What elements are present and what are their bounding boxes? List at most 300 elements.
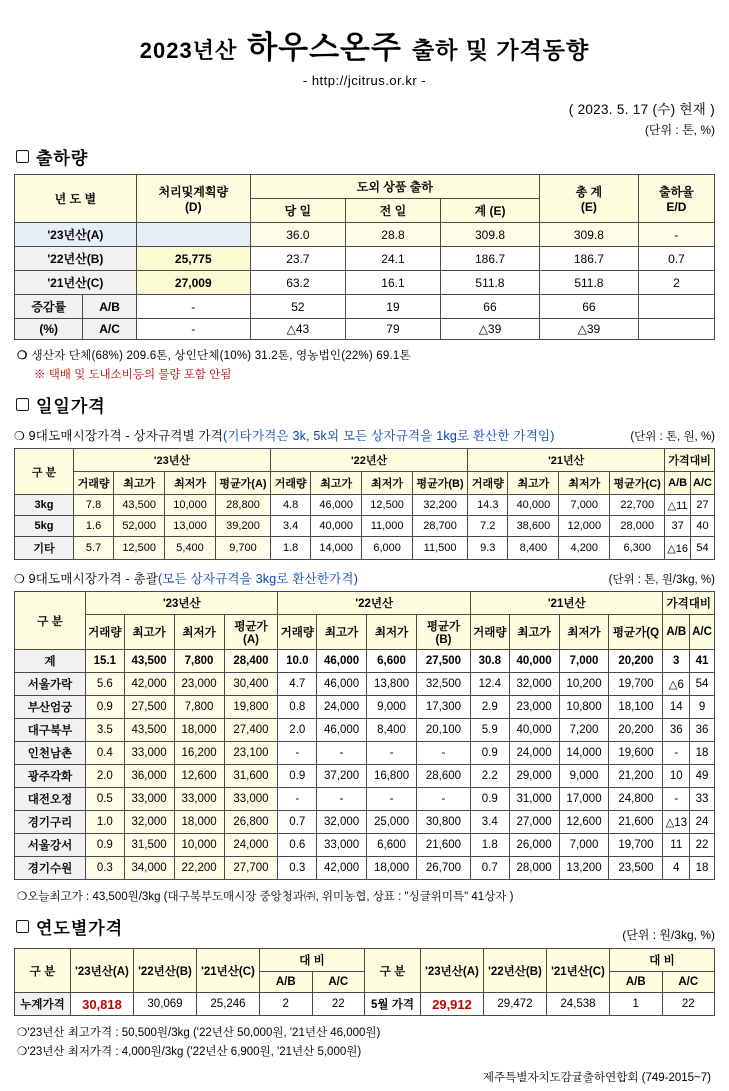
th-sub: 평균가(B): [413, 472, 468, 495]
th-total: 총 계 (E): [539, 175, 638, 223]
square-bullet-icon: [16, 150, 29, 163]
cell-value: 10: [663, 765, 690, 788]
cell-value: 28,600: [417, 765, 471, 788]
cell-value: 0.7: [278, 811, 317, 834]
th-sub: 최고가: [509, 615, 559, 650]
cell-value: 7.2: [468, 516, 508, 537]
cell-value: 25,000: [367, 811, 417, 834]
cell-value: -: [367, 742, 417, 765]
th-sub: 최고가: [317, 615, 367, 650]
circle-bullet-icon: ❍: [17, 1046, 28, 1058]
th-ac-right: A/C: [662, 972, 715, 993]
subsection-a-label: [14, 426, 555, 444]
cell-total: 186.7: [539, 247, 638, 271]
cell-today: 63.2: [250, 271, 345, 295]
subsection-b-title: 9대도매시장가격 - 총괄: [28, 572, 158, 586]
cell-value: -: [278, 742, 317, 765]
th-compare-left: 대 비: [260, 949, 365, 972]
th-rate: 출하율 E/D: [638, 175, 714, 223]
cell-value: 18,100: [609, 696, 663, 719]
th-ac-left: A/C: [312, 972, 365, 993]
cell-value: 30,800: [417, 811, 471, 834]
cell-value: 19,600: [609, 742, 663, 765]
table-row: [15, 719, 715, 742]
cell-value: △13: [663, 811, 690, 834]
cell-value: 7,000: [559, 834, 609, 857]
th-sub: A/B: [665, 472, 691, 495]
th-gubun-right: 구 분: [365, 949, 421, 993]
cell-sum: 511.8: [441, 271, 540, 295]
cell-value: 27,000: [509, 811, 559, 834]
cell-today: △43: [250, 319, 345, 340]
cell-value: 0.5: [85, 788, 124, 811]
cell-value: 33,000: [224, 788, 278, 811]
th-y21: '21년산: [470, 592, 662, 615]
cell-value: 42,000: [317, 857, 367, 880]
cell-value: 52,000: [114, 516, 165, 537]
th-sub: 최고가: [311, 472, 362, 495]
table-row: [15, 857, 715, 880]
th-y22-right: '22년산(B): [484, 949, 547, 993]
cell-value: 33,000: [174, 788, 224, 811]
cell-cumulative-y22: 30,069: [134, 993, 197, 1016]
cell-value: 0.6: [278, 834, 317, 857]
th-sub: 최저가: [367, 615, 417, 650]
cell-value: 22,700: [610, 495, 665, 516]
unit-label-yearly: (단위 : 원/3kg, %): [622, 928, 715, 942]
section-title-yearly-price: 연도별가격: [36, 919, 124, 938]
th-sub: 최고가: [124, 615, 174, 650]
th-sub: 거래량: [470, 615, 509, 650]
circle-bullet-icon: ❍: [17, 350, 28, 362]
cell-value: 32,500: [417, 673, 471, 696]
th-sub: A/B: [663, 615, 690, 650]
cell-cumulative-label: 누계가격: [15, 993, 71, 1016]
cell-value: 23,000: [509, 696, 559, 719]
cell-change-ratio: A/B: [83, 295, 136, 319]
th-y21-left: '21년산(C): [197, 949, 260, 993]
cell-value: 26,700: [417, 857, 471, 880]
th-compare-right: 대 비: [610, 949, 715, 972]
cell-value: 46,000: [317, 719, 367, 742]
cell-value: -: [417, 742, 471, 765]
cell-rate: [638, 295, 714, 319]
cell-yesterday: 28.8: [345, 223, 440, 247]
cell-row-label: 경기구리: [15, 811, 86, 834]
cell-value: 10.0: [278, 650, 317, 673]
cell-row-label: 대전오정: [15, 788, 86, 811]
cell-value: 30.8: [470, 650, 509, 673]
cell-rate: 2: [638, 271, 714, 295]
cell-value: 21,200: [609, 765, 663, 788]
cell-today: 23.7: [250, 247, 345, 271]
cell-value: 11,000: [362, 516, 413, 537]
cell-total: △39: [539, 319, 638, 340]
cell-value: 9,000: [559, 765, 609, 788]
cell-sum: 186.7: [441, 247, 540, 271]
cell-value: 30,400: [224, 673, 278, 696]
cell-value: 9: [690, 696, 715, 719]
cell-total: 66: [539, 295, 638, 319]
cell-value: 36,000: [124, 765, 174, 788]
square-bullet-icon: [16, 920, 29, 933]
cell-yesterday: 24.1: [345, 247, 440, 271]
price-by-market-table: [14, 591, 715, 880]
th-outside-group: 도외 상품 출하: [250, 175, 539, 199]
cell-value: 20,200: [609, 650, 663, 673]
cell-value: 18,000: [174, 719, 224, 742]
cell-value: 28,700: [413, 516, 468, 537]
cell-sum: 66: [441, 295, 540, 319]
th-gubun: 구 분: [15, 449, 74, 495]
cell-value: 3.4: [470, 811, 509, 834]
subsection-a-header: [14, 426, 715, 444]
cell-value: 12,500: [362, 495, 413, 516]
cell-value: △16: [665, 537, 691, 560]
th-y23-right: '23년산(A): [421, 949, 484, 993]
th-y23-left: '23년산(A): [71, 949, 134, 993]
cell-value: 12,600: [174, 765, 224, 788]
cell-total: 511.8: [539, 271, 638, 295]
cell-plan: 25,775: [136, 247, 250, 271]
cell-may-label: 5월 가격: [365, 993, 421, 1016]
cell-row-label: 서울강서: [15, 834, 86, 857]
cell-value: △11: [665, 495, 691, 516]
cell-value: 10,800: [559, 696, 609, 719]
cell-value: 14,000: [559, 742, 609, 765]
cell-value: 31,600: [224, 765, 278, 788]
cell-value: 37,200: [317, 765, 367, 788]
table-row: [15, 271, 715, 295]
cell-change-label: (%): [15, 319, 83, 340]
cell-today: 52: [250, 295, 345, 319]
cell-value: 34,000: [124, 857, 174, 880]
cell-may-y22: 29,472: [484, 993, 547, 1016]
circle-bullet-icon: ❍: [14, 572, 25, 586]
cell-value: 39,200: [215, 516, 270, 537]
unit-label-b: (단위 : 톤, 원/3kg, %): [608, 574, 715, 586]
th-sub: 거래량: [278, 615, 317, 650]
th-plan: 처리및계획량 (D): [136, 175, 250, 223]
cell-value: 12.4: [470, 673, 509, 696]
cell-value: 0.3: [278, 857, 317, 880]
title-year: 2023년산: [139, 38, 238, 63]
cell-cumulative-ab: 2: [260, 993, 313, 1016]
cell-value: 24,000: [317, 696, 367, 719]
circle-bullet-icon: ❍: [14, 429, 25, 443]
cell-row-label: 기타: [15, 537, 74, 560]
cell-value: 49: [690, 765, 715, 788]
cell-value: -: [417, 788, 471, 811]
subsection-a-note: (기타가격은 3k, 5k외 모든 상자규격을 1kg로 환산한 가격임): [223, 429, 555, 443]
cell-value: 6,000: [362, 537, 413, 560]
cell-may-ac: 22: [662, 993, 715, 1016]
th-sub: 거래량: [468, 472, 508, 495]
cell-cumulative-y23: 30,818: [71, 993, 134, 1016]
table-row: [15, 495, 715, 516]
cell-value: 46,000: [311, 495, 362, 516]
th-sub: 최저가: [559, 472, 610, 495]
cell-value: 7,800: [174, 696, 224, 719]
cell-total: 309.8: [539, 223, 638, 247]
cell-value: 26,800: [224, 811, 278, 834]
cell-value: 7.8: [73, 495, 113, 516]
cell-value: △6: [663, 673, 690, 696]
cell-value: 31,500: [124, 834, 174, 857]
cell-value: 15.1: [85, 650, 124, 673]
cell-value: 12,000: [559, 516, 610, 537]
th-sub: 거래량: [271, 472, 311, 495]
subsection-b-header: [14, 569, 715, 587]
note-delivery: ※ 택배 및 도내소비등의 물량 포함 안됨: [34, 369, 232, 381]
table-row: [15, 516, 715, 537]
cell-plan: -: [136, 319, 250, 340]
th-year: 년 도 별: [15, 175, 137, 223]
cell-value: 17,300: [417, 696, 471, 719]
cell-value: 32,000: [124, 811, 174, 834]
th-sub: 최저가: [165, 472, 216, 495]
cell-row-label: 5kg: [15, 516, 74, 537]
section-heading-daily-price: [16, 392, 715, 417]
cell-value: 3.4: [271, 516, 311, 537]
note-producers: [17, 347, 715, 363]
cell-row-label: 광주각화: [15, 765, 86, 788]
cell-value: 33,000: [124, 742, 174, 765]
cell-value: 21,600: [417, 834, 471, 857]
price-by-box-table: [14, 448, 715, 560]
table-row: [15, 223, 715, 247]
table-row: [15, 788, 715, 811]
note-delivery-text: 택배 및 도내소비등의 물량 포함 안됨: [48, 369, 232, 381]
yearly-price-table: [14, 948, 715, 1016]
th-yesterday: 전 일: [345, 199, 440, 223]
cell-value: 0.3: [85, 857, 124, 880]
cell-value: 7,800: [174, 650, 224, 673]
subsection-b-note: (모든 상자규격을 3kg로 환산한가격): [158, 572, 359, 586]
cell-value: 3: [663, 650, 690, 673]
cell-value: 28,800: [215, 495, 270, 516]
cell-row-label: 대구북부: [15, 719, 86, 742]
cell-value: 6,600: [367, 834, 417, 857]
cell-cumulative-y21: 25,246: [197, 993, 260, 1016]
cell-value: 26,000: [509, 834, 559, 857]
shipment-table: [14, 174, 715, 340]
cell-value: 7,000: [559, 650, 609, 673]
cell-value: 2.2: [470, 765, 509, 788]
cell-value: 11: [663, 834, 690, 857]
cell-value: 36: [690, 719, 715, 742]
cell-value: -: [367, 788, 417, 811]
cell-value: 1.8: [271, 537, 311, 560]
note-min-price: [17, 1043, 715, 1059]
unit-label-shipment: (단위 : 톤, %): [644, 123, 715, 137]
table-row: [15, 742, 715, 765]
cell-value: 18: [690, 857, 715, 880]
table-row: [15, 993, 715, 1016]
cell-value: 9,700: [215, 537, 270, 560]
cell-value: 19,700: [609, 834, 663, 857]
document-title: [14, 22, 715, 67]
cell-value: 28,400: [224, 650, 278, 673]
cell-value: 13,000: [165, 516, 216, 537]
square-bullet-icon: [16, 398, 29, 411]
subsection-b-label: [14, 569, 358, 587]
cell-value: 28,000: [509, 857, 559, 880]
cell-value: -: [663, 788, 690, 811]
cell-value: 27,700: [224, 857, 278, 880]
cell-value: 33: [690, 788, 715, 811]
cell-row-label: 부산엄궁: [15, 696, 86, 719]
cell-value: 24,000: [224, 834, 278, 857]
th-y23: '23년산: [85, 592, 277, 615]
th-sub: 거래량: [73, 472, 113, 495]
table-row: [15, 834, 715, 857]
cell-value: 32,000: [509, 673, 559, 696]
cell-value: 16,200: [174, 742, 224, 765]
th-sub: 평균가(A): [224, 615, 278, 650]
cell-row-label: 인천남촌: [15, 742, 86, 765]
cell-value: 13,200: [559, 857, 609, 880]
cell-value: 21,600: [609, 811, 663, 834]
note-producers-text: 생산자 단체(68%) 209.6톤, 상인단체(10%) 31.2톤, 영농법인(22%) 69.1톤: [31, 350, 411, 362]
cell-value: 40,000: [509, 650, 559, 673]
as-of-date: ( 2023. 5. 17 (수) 현재 ): [568, 102, 715, 117]
cell-plan: 27,009: [136, 271, 250, 295]
cell-value: 0.4: [85, 742, 124, 765]
th-sum: 계 (E): [441, 199, 540, 223]
cell-value: 46,000: [317, 673, 367, 696]
cell-change-label: 증감률: [15, 295, 83, 319]
table-row: [15, 696, 715, 719]
section-title-shipment: 출하량: [36, 149, 89, 168]
th-y23: '23년산: [73, 449, 270, 472]
th-sub: 평균가(C): [610, 472, 665, 495]
cell-yesterday: 19: [345, 295, 440, 319]
cell-change-ratio: A/C: [83, 319, 136, 340]
th-y22: '22년산: [278, 592, 470, 615]
th-sub: 최저가: [362, 472, 413, 495]
cell-value: 20,100: [417, 719, 471, 742]
table-row: [15, 673, 715, 696]
cell-value: 16,800: [367, 765, 417, 788]
cell-rate: -: [638, 223, 714, 247]
note-max-price-text: '23년산 최고가격 : 50,500원/3kg ('22년산 50,000원, '21년산 46,000원): [27, 1027, 381, 1039]
cell-value: 36: [663, 719, 690, 742]
cell-today: 36.0: [250, 223, 345, 247]
th-gubun: 구 분: [15, 592, 86, 650]
note-min-price-text: '23년산 최저가격 : 4,000원/3kg ('22년산 6,900원, '21년산 5,000원): [27, 1046, 362, 1058]
cell-value: 0.9: [85, 696, 124, 719]
table-row: [15, 650, 715, 673]
cell-value: 5.7: [73, 537, 113, 560]
cell-value: 0.8: [278, 696, 317, 719]
th-y21-right: '21년산(C): [547, 949, 610, 993]
cell-value: 9.3: [468, 537, 508, 560]
title-tail: 출하 및 가격동향: [411, 37, 590, 63]
cell-value: 40,000: [311, 516, 362, 537]
cell-value: 54: [690, 537, 714, 560]
subsection-a-title: 9대도매시장가격 - 상자규격별 가격: [28, 429, 224, 443]
cell-value: 5,400: [165, 537, 216, 560]
cell-value: 18: [690, 742, 715, 765]
cell-value: 17,000: [559, 788, 609, 811]
section-title-daily-price: 일일가격: [36, 397, 106, 416]
cell-sum: 309.8: [441, 223, 540, 247]
cell-value: 8,400: [508, 537, 559, 560]
th-compare: 가격대비: [665, 449, 715, 472]
cell-value: 4.8: [271, 495, 311, 516]
cell-value: 38,600: [508, 516, 559, 537]
cell-value: 27,500: [417, 650, 471, 673]
circle-bullet-icon: ❍: [17, 891, 28, 903]
th-ab-left: A/B: [260, 972, 313, 993]
cell-value: 31,000: [509, 788, 559, 811]
cell-value: 43,500: [114, 495, 165, 516]
cell-value: 40,000: [508, 495, 559, 516]
cell-label: '22년산(B): [15, 247, 137, 271]
cell-value: -: [663, 742, 690, 765]
title-main: 하우스온주: [247, 30, 402, 65]
cell-value: 23,000: [174, 673, 224, 696]
cell-value: 32,200: [413, 495, 468, 516]
table-row: [15, 537, 715, 560]
th-sub: A/C: [690, 472, 714, 495]
table-row: [15, 765, 715, 788]
cell-yesterday: 16.1: [345, 271, 440, 295]
cell-value: 7,000: [559, 495, 610, 516]
cell-value: 0.9: [470, 788, 509, 811]
cell-value: 1.0: [85, 811, 124, 834]
cell-value: 9,000: [367, 696, 417, 719]
cell-value: 4: [663, 857, 690, 880]
cell-value: 8,400: [367, 719, 417, 742]
cell-value: 5.9: [470, 719, 509, 742]
note-today-high: [17, 888, 715, 904]
cell-value: 27,500: [124, 696, 174, 719]
cell-value: -: [317, 742, 367, 765]
cell-value: 10,200: [559, 673, 609, 696]
cell-value: 23,100: [224, 742, 278, 765]
organization-signature: 제주특별자치도감귤출하연합회 (749-2015~7): [482, 1072, 711, 1084]
cell-row-label: 3kg: [15, 495, 74, 516]
th-sub: 평균가(B): [417, 615, 471, 650]
note-max-price: [17, 1024, 715, 1040]
cell-row-label: 경기수원: [15, 857, 86, 880]
cell-row-label: 계: [15, 650, 86, 673]
cell-value: 37: [665, 516, 691, 537]
note-today-high-text: 오늘최고가 : 43,500원/3kg (대구북부도매시장 중앙청과㈜, 위미농협, 상표 : "싱글위미특" 41상자 ): [27, 891, 514, 903]
cell-value: 11,500: [413, 537, 468, 560]
cell-value: 19,700: [609, 673, 663, 696]
cell-value: 20,200: [609, 719, 663, 742]
cell-value: 0.9: [470, 742, 509, 765]
cell-value: 2.0: [278, 719, 317, 742]
cell-label: '21년산(C): [15, 271, 137, 295]
cell-yesterday: 79: [345, 319, 440, 340]
cell-value: 13,800: [367, 673, 417, 696]
cell-value: 24,000: [509, 742, 559, 765]
cell-value: 24: [690, 811, 715, 834]
cell-value: 6,600: [367, 650, 417, 673]
th-sub: A/C: [690, 615, 715, 650]
cell-value: 46,000: [317, 650, 367, 673]
cell-label: '23년산(A): [15, 223, 137, 247]
cell-value: 3.5: [85, 719, 124, 742]
cell-value: 18,000: [174, 811, 224, 834]
th-today: 당 일: [250, 199, 345, 223]
cell-value: 4.7: [278, 673, 317, 696]
cell-value: 1.6: [73, 516, 113, 537]
